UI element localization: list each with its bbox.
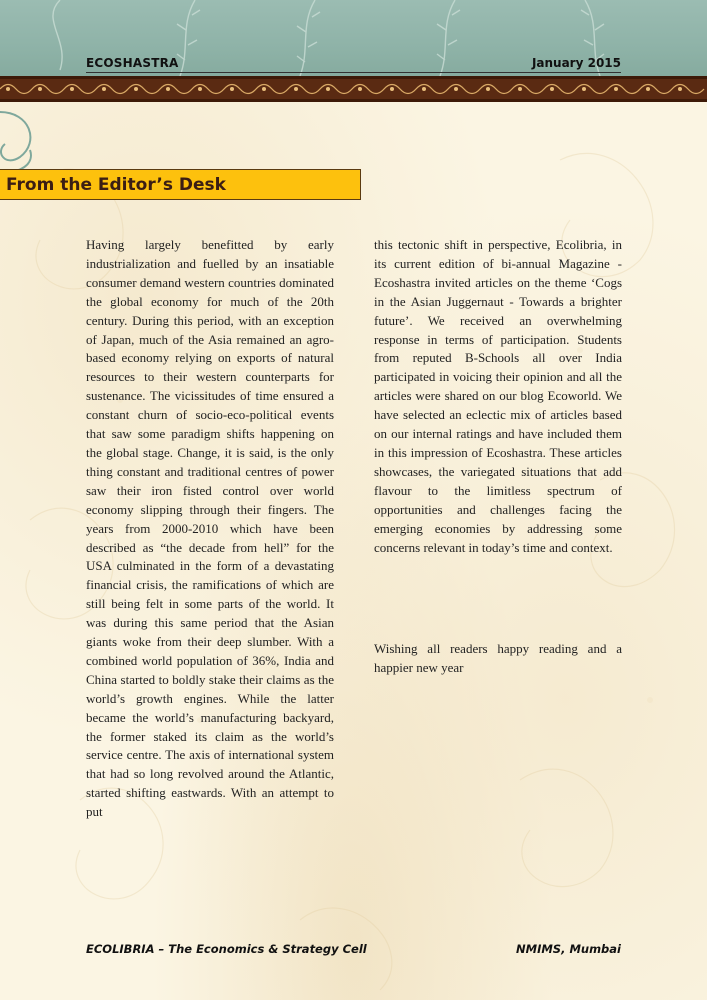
closing-wishes: Wishing all readers happy reading and a happier new year (374, 641, 622, 675)
article-paragraph-right: this tectonic shift in perspective, Ecolibria, in its current edition of bi-annual Magazine - Ecoshastra invited articles on the theme ‘Cogs in the Asian Juggernaut - Towards a brighter future’. We received an overwhelming response in terms of participation. Students from reputed B-Schools all over India participated in voicing their opinion and all the articles were shared on our blog Ecoworld. We have selected an eclectic mix of articles based on our internal ratings and have included them in this impression of Ecoshastra. These articles showcases, the variegated situations that add flavour to the limitless spectrum of opportunities and challenges facing the emerging economies by addressing some concerns relevant in today’s time and context. (374, 237, 622, 555)
border-ornament (0, 76, 707, 102)
header-divider (86, 72, 621, 73)
issue-date: January 2015 (531, 56, 621, 70)
magazine-title: ECOSHASTRA (86, 56, 179, 70)
section-heading-box (0, 169, 361, 200)
ornamental-border (0, 76, 707, 102)
footer-institution: NMIMS, Mumbai (516, 942, 621, 956)
footer-organization: ECOLIBRIA – The Economics & Strategy Cell (86, 942, 367, 956)
article-column-left (86, 236, 334, 822)
section-title: From the Editor’s Desk (6, 175, 226, 195)
article-paragraph-left: Having largely benefitted by early industrialization and fuelled by an insatiable consumer demand western countries dominated the global economy for much of the 20th century. During this period, with an exception of Japan, much of the Asia remained an agro-based economy relying on exports of natural resources to their western counterparts for sustenance. The vicissitudes of time ensured a constant churn of socio-eco-political events that saw some paradigm shifts happening on the global stage. Change, it is said, is the only thing constant and traditional centres of power saw their iron fisted control over world economy slipping through their fingers. The years from 2000-2010 which have been described as “the decade from hell” for the USA culminated in the form of a devastating financial crisis, the ramifications of which are still being felt in some parts of the world. It was during this same period that the Asian giants woke from their deep slumber. With a combined world population of 36%, India and China started to boldly stake their claims as the world’s growth engines. While the latter became the world’s manufacturing backyard, the former staked its claim as the world’s service centre. The axis of international system that had so long revolved around the Atlantic, started shifting eastwards. With an attempt to put (86, 237, 334, 820)
article-column-right (374, 236, 622, 557)
